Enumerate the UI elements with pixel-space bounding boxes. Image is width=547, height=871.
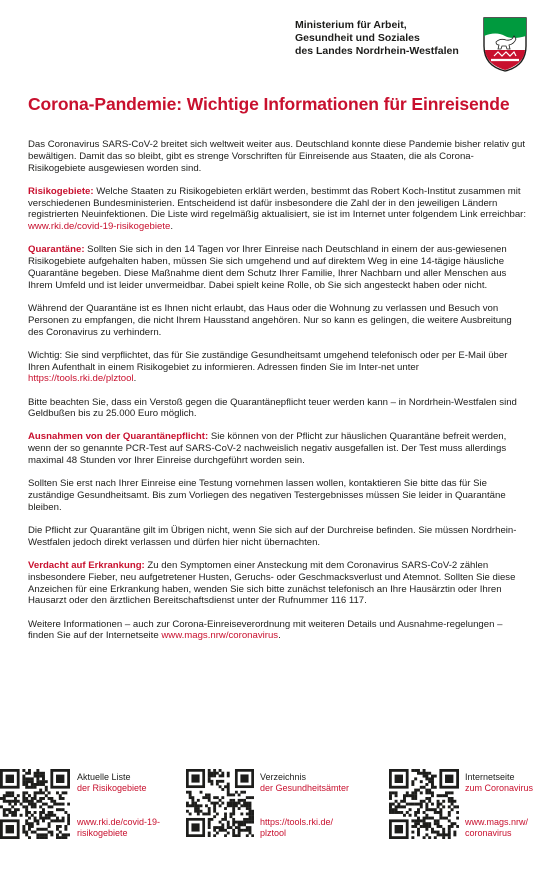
qr-caption [465,772,533,840]
qr-url[interactable] [77,817,160,840]
suspicion-text: Zu den Symptomen einer Ansteckung mit dem Coronavirus SARS-CoV-2 zählen insbesondere Fieber, neu aufgetretener Husten, Geruchs- oder Geschmacksverlust und Atemnot. Sollten Sie diese Anzeichen für eine Erkrankung haben, wenden Sie sich bitte zunächst telefonisch an Ihre Hausärztin oder Ihren Hausarzt oder den ärztlichen Bereitschaftsdienst unter der Rufnummer 116 117. [28,560,516,607]
paragraph-risk-areas [28,186,528,233]
important-text: Wichtig: Sie sind verpflichtet, das für Sie zuständige Gesundheitsamt umgehend telefonisch oder per E-Mail über Ihren Aufenthalt in einem Risikogebiet zu informieren. Adressen finden Sie im Inter-net unter [28,349,508,373]
exceptions-text: Sie können von der Pflicht zur häuslichen Quarantäne befreit werden, wenn der so genannte PCR-Test auf SARS-CoV-2 nachweislich negativ ausgefallen ist. Der Test muss allerdings maximal 48 Stunden vor Ihrer Einreise durchgeführt worden sein. [28,431,507,467]
qr-caption [260,772,349,840]
qr-url-line1: https://tools.rki.de/ [260,816,334,827]
paragraph-transit: Die Pflicht zur Quarantäne gilt im Übrigen nicht, wenn Sie sich auf der Durchreise befinden. Sie müssen Nordrhein-Westfalen jedoch direkt verlassen und dürfen hier nicht übernachten. [28,525,517,548]
qr-caption-line2: zum Coronavirus [465,783,534,794]
main-text [28,139,528,654]
qr-url-line2: risikogebiete [77,828,128,839]
exceptions-label: Ausnahmen von der Quarantänepflicht: [28,431,209,443]
paragraph-intro: Das Coronavirus SARS-CoV-2 breitet sich weltweit weiter aus. Deutschland konnte diese Pandemie bisher relativ gut bewältigen. Damit das so bleibt, gibt es strenge Vorschriften für Einreisende aus Staaten, die als Corona-Risikogebiete ausgewiesen worden sind. [28,139,525,174]
paragraph-testing: Sollten Sie erst nach Ihrer Einreise eine Testung vornehmen lassen wollen, kontaktieren Sie bitte das für Sie zuständige Gesundheitsamt. Bis zum Vorliegen des negativen Testergebnisses müssen Sie leider in Quarantäne bleiben. [28,478,506,513]
page-title: Corona-Pandemie: Wichtige Informationen für Einreisende [28,94,510,114]
header [0,16,547,76]
paragraph-during-quarantine: Während der Quarantäne ist es Ihnen nicht erlaubt, das Haus oder die Wohnung zu verlassen und Besuch von Personen zu empfangen, die nicht Ihrem Hausstand angehören. Nur so kann es gelingen, die weitere Ausbreitung des Coronavirus zu verhindern. [28,302,512,338]
quarantine-text: Sollten Sie sich in den 14 Tagen vor Ihrer Einreise nach Deutschland in einem der aus-gewiesenen Risikogebiete aufgehalten haben, müssen Sie sich umgehend und auf direktem Weg in eine 14-tägige häusliche Quarantäne begeben. Diese Maßnahme dient dem Schutz Ihrer Familie, Ihrer Nachbarn und aller Menschen aus Ihrem Umfeld und ist leider unvermeidbar. Dabei spielt keine Rolle, ob Sie sich angesteckt haben oder nicht. [28,244,507,291]
qr-url-line1: www.mags.nrw/ [465,816,529,827]
qr-url-line2: coronavirus [465,828,512,839]
suspicion-label: Verdacht auf Erkrankung: [28,560,145,572]
qr-code-row [0,769,547,849]
paragraph-exceptions [28,431,528,466]
qr-url-line1: www.rki.de/covid-19- [77,816,161,827]
further-info-text: Weitere Informationen – auch zur Corona-Einreiseverordnung mit weiteren Details und Ausnahme-regelungen – finden Sie auf der Internetseite [28,618,503,642]
nrw-coat-of-arms-icon [482,16,528,72]
risk-areas-label: Risikogebiete: [28,185,94,197]
qr-caption-line2: der Gesundheitsämter [260,783,350,794]
qr-caption-line1: Internetseite [465,772,515,782]
paragraph-fine: Bitte beachten Sie, dass ein Verstoß gegen die Quarantänepflicht teuer werden kann – in Nordrhein-Westfalen sind Geldbußen bis zu 25.000 Euro möglich. [28,396,517,420]
punctuation: . [170,221,174,233]
qr-code-icon[interactable] [389,769,459,839]
qr-code-icon[interactable] [0,769,70,839]
qr-caption-line1: Verzeichnis [260,772,307,782]
risk-areas-link[interactable]: www.rki.de/covid-19-risikogebiete [28,221,171,233]
qr-caption [77,772,160,840]
qr-url-line2: plztool [260,828,287,839]
qr-url[interactable] [465,817,533,840]
paragraph-further-info [28,619,528,643]
paragraph-suspicion [28,560,528,607]
paragraph-important [28,350,528,385]
quarantine-label: Quarantäne: [28,244,85,256]
paragraph-quarantine [28,244,528,291]
ministry-line: des Landes Nordrhein-Westfalen [295,45,459,57]
qr-url[interactable] [260,817,349,840]
mags-link[interactable]: www.mags.nrw/coronavirus [161,630,279,642]
health-office-link[interactable]: https://tools.rki.de/plztool [28,373,134,385]
risk-areas-text: Welche Staaten zu Risikogebieten erklärt werden, bestimmt das Robert Koch-Institut zusammen mit verschiedenen Bundesministerien. Entscheidend ist dafür insbesondere die Zahl der in den jeweiligen Ländern registrierten Neuinfektionen. Die Liste wird regelmäßig aktualisiert, sie ist im Internet unter folgendem Link erreichbar: [28,185,527,221]
qr-caption-line1: Aktuelle Liste [77,772,131,782]
punctuation: . [133,373,137,385]
qr-code-icon[interactable] [186,769,254,837]
punctuation: . [278,630,281,642]
ministry-line: Gesundheit und Soziales [295,32,420,44]
ministry-name [295,19,475,58]
ministry-line: Ministerium für Arbeit, [295,19,407,31]
qr-caption-line2: der Risikogebiete [77,783,147,794]
